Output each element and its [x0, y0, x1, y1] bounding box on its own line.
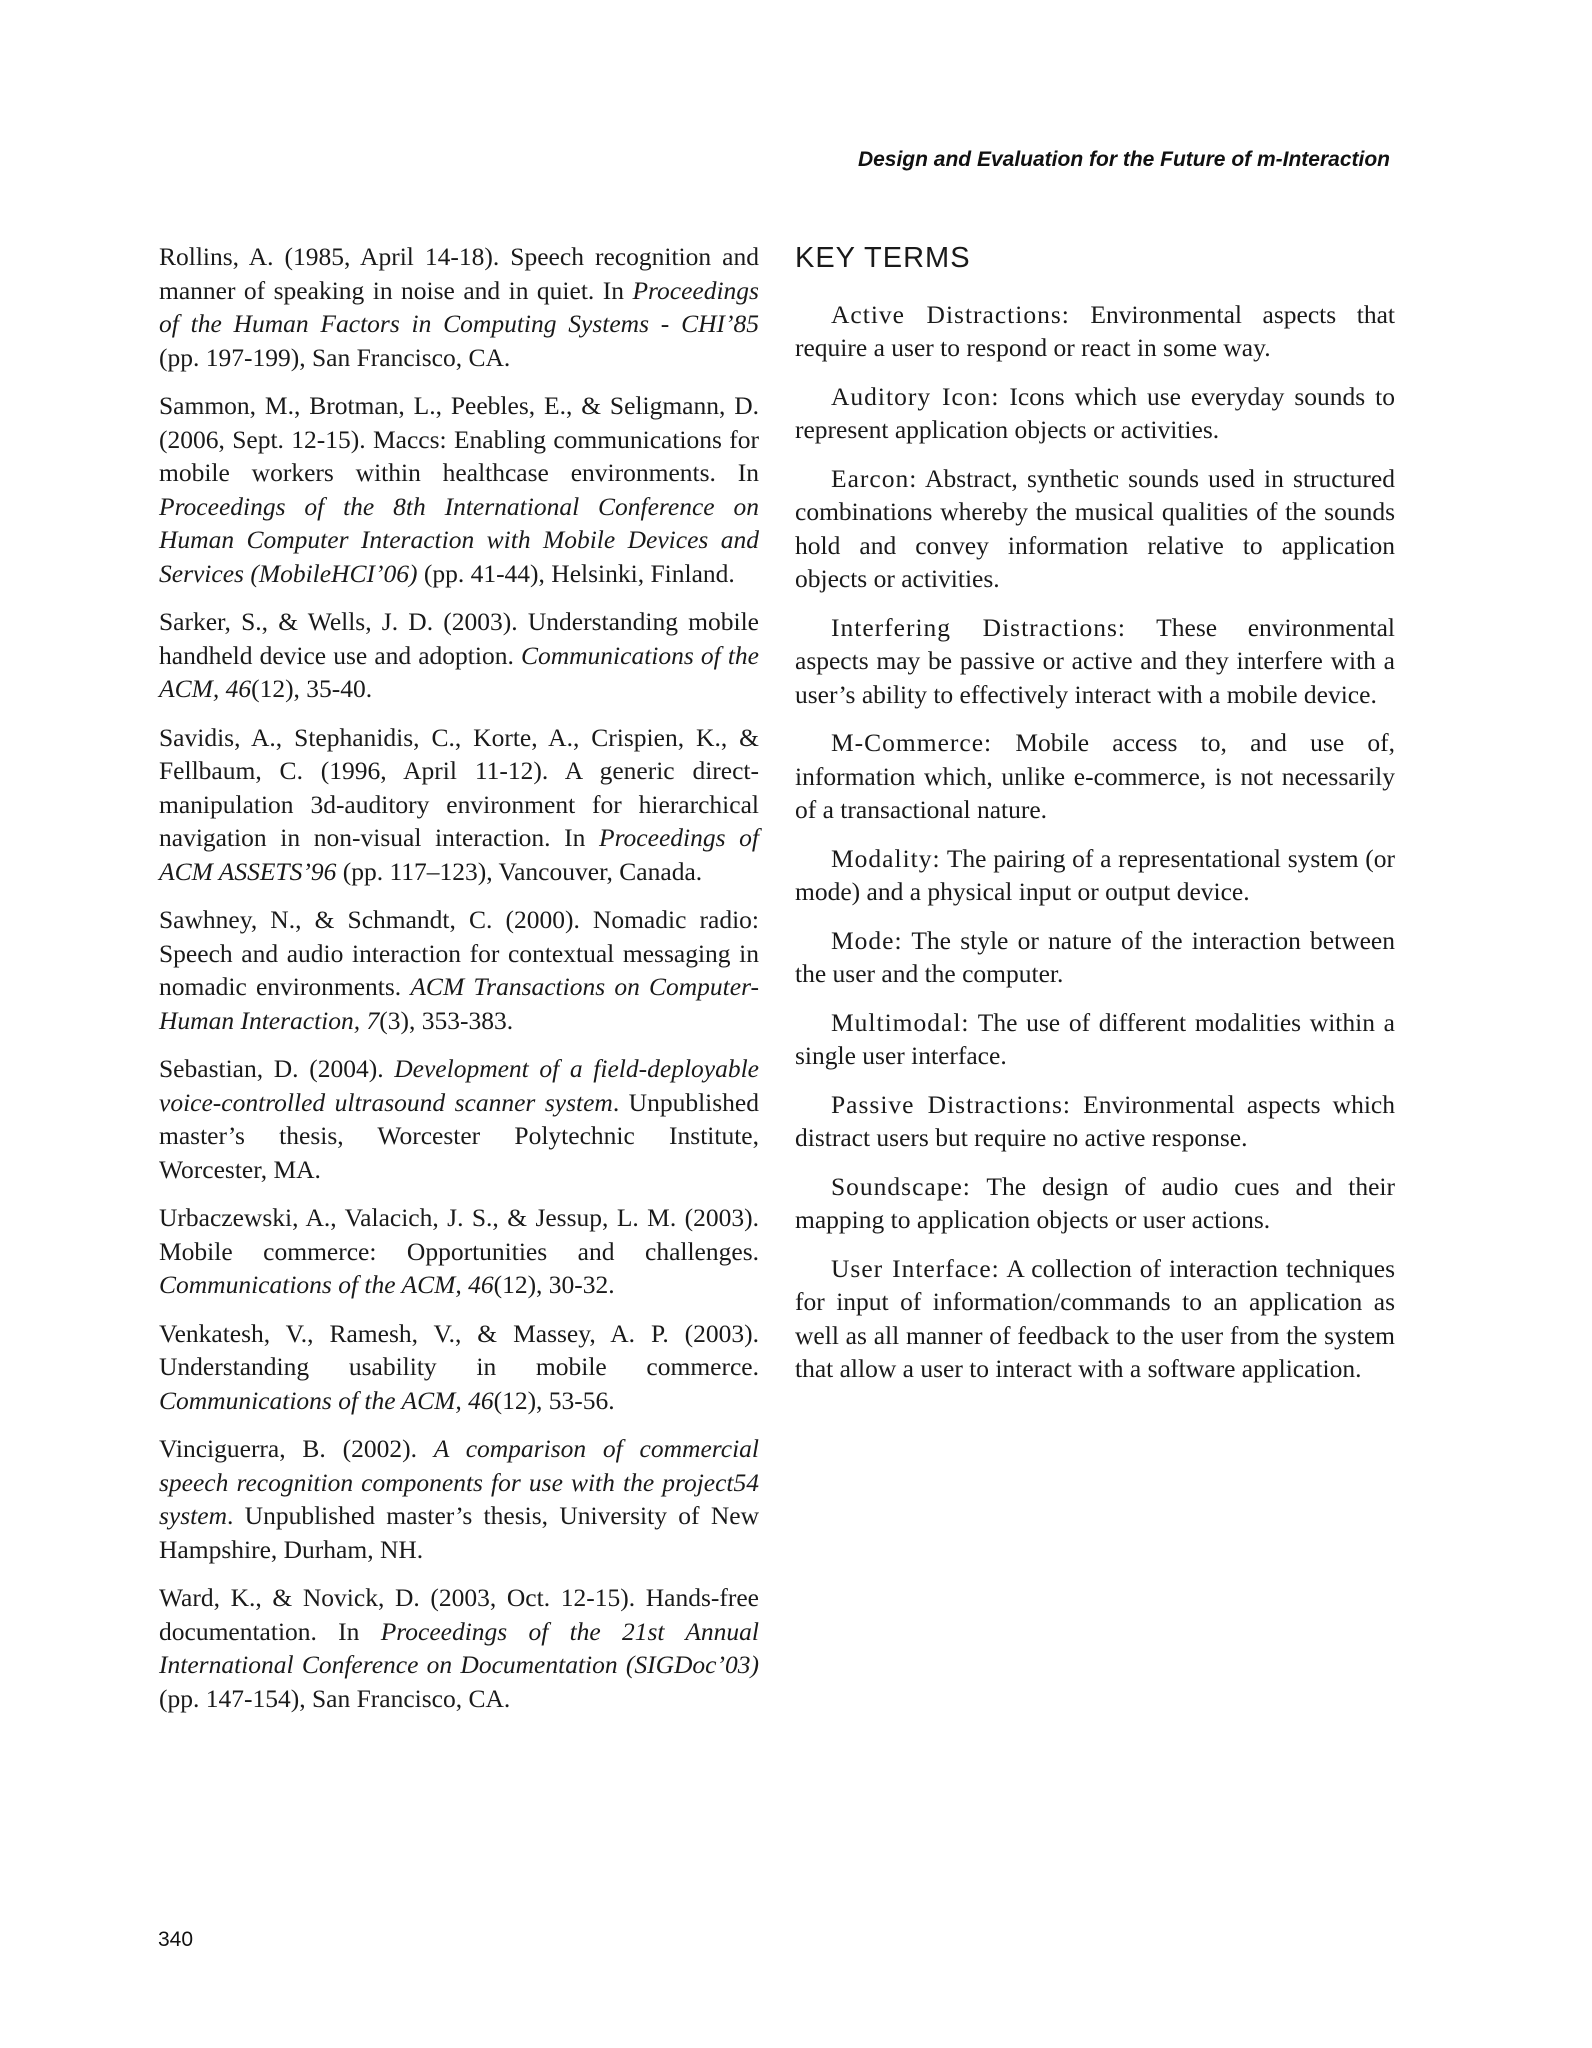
term-definition: The style or nature of the interaction between the user and the computer. — [795, 925, 1395, 988]
term-definition: Environmental aspects which distract users but require no active response. — [795, 1089, 1395, 1152]
term-name: Auditory Icon: — [831, 381, 1000, 411]
term-name: M-Commerce: — [831, 728, 993, 757]
reference-entry: Sammon, M., Brotman, L., Peebles, E., & Seligmann, D. (2006, Sept. 12-15). Maccs: Enabling communications for mobile workers within healthcase environments. In Proceedings of the 8th International Conference on Human Computer Interaction with Mobile Devices and Services (MobileHCI’06) (pp. 41-44), Helsinki, Finland. — [159, 391, 759, 588]
term-name: Multimodal: — [831, 1007, 970, 1037]
reference-entry: Rollins, A. (1985, April 14-18). Speech recognition and manner of speaking in noise and in quiet. In Proceedings of the Human Factors in Computing Systems - CHI’85 (pp. 197-199), San Francisco, CA. — [159, 242, 759, 372]
term-name: User Interface: — [831, 1253, 1000, 1283]
term-definition: Mobile access to, and use of, information which, unlike e-commerce, is not necessarily of a transactional nature. — [795, 728, 1395, 824]
reference-entry: Urbaczewski, A., Valacich, J. S., & Jessup, L. M. (2003). Mobile commerce: Opportunities and challenges. Communications of the ACM, 46(12), 30-32. — [159, 1203, 759, 1299]
running-header: Design and Evaluation for the Future of m-Interaction — [857, 148, 1390, 171]
term-name: Earcon: — [831, 463, 918, 493]
key-term-entry — [795, 611, 1395, 712]
key-term-entry — [795, 1252, 1395, 1386]
key-term-entry — [795, 1006, 1395, 1073]
term-definition: These environmental aspects may be passive or active and they interfere with a user’s ability to effectively interact with a mobile device. — [795, 612, 1395, 709]
term-name: Mode: — [831, 925, 903, 955]
term-name: Active Distractions: — [831, 299, 1070, 329]
key-term-entry — [795, 1170, 1395, 1237]
reference-entry: Vinciguerra, B. (2002). A comparison of commercial speech recognition components for use with the project54 system. Unpublished master’s thesis, University of New Hampshire, Durham, NH. — [159, 1434, 759, 1564]
key-term-entry — [795, 842, 1395, 909]
term-definition: Environmental aspects that require a user to respond or react in some way. — [795, 299, 1395, 362]
term-name: Modality: — [831, 843, 941, 873]
key-term-entry — [795, 726, 1395, 827]
key-term-entry — [795, 298, 1395, 365]
term-name: Soundscape: — [831, 1171, 971, 1201]
key-term-entry — [795, 380, 1395, 447]
term-name: Interfering Distractions: — [831, 612, 1126, 642]
term-definition: The pairing of a representational system (or mode) and a physical input or output device. — [795, 843, 1395, 906]
key-term-entry — [795, 462, 1395, 596]
term-definition: The design of audio cues and their mapping to application objects or user actions. — [795, 1171, 1395, 1234]
key-terms-column — [795, 240, 1395, 1401]
term-definition: The use of different modalities within a single user interface. — [795, 1007, 1395, 1070]
reference-entry: Ward, K., & Novick, D. (2003, Oct. 12-15). Hands-free documentation. In Proceedings of the 21st Annual International Conference on Documentation (SIGDoc’03) (pp. 147-154), San Francisco, CA. — [159, 1583, 759, 1713]
key-term-entry — [795, 924, 1395, 991]
key-term-entry — [795, 1088, 1395, 1155]
reference-entry: Venkatesh, V., Ramesh, V., & Massey, A. P. (2003). Understanding usability in mobile commerce. Communications of the ACM, 46(12), 53-56. — [159, 1318, 759, 1415]
term-definition: A collection of interaction techniques for input of information/commands to an application as well as all manner of feedback to the user from the system that allow a user to interact with a software application. — [795, 1253, 1396, 1383]
reference-entry: Sarker, S., & Wells, J. D. (2003). Understanding mobile handheld device use and adoption. Communications of the ACM, 46(12), 35-40. — [159, 607, 760, 703]
reference-entry: Sawhney, N., & Schmandt, C. (2000). Nomadic radio: Speech and audio interaction for contextual messaging in nomadic environments. ACM Transactions on Computer-Human Interaction, 7(3), 353-383. — [159, 905, 759, 1035]
term-definition: Abstract, synthetic sounds used in structured combinations whereby the musical qualities of the sounds hold and convey information relative to application objects or activities. — [795, 463, 1395, 593]
reference-entry: Sebastian, D. (2004). Development of a field-deployable voice-controlled ultrasound scanner system. Unpublished master’s thesis, Worcester Polytechnic Institute, Worcester, MA. — [159, 1054, 759, 1184]
term-definition: Icons which use everyday sounds to represent application objects or activities. — [795, 381, 1395, 444]
key-terms-heading: KEY TERMS — [795, 242, 971, 274]
reference-entry: Savidis, A., Stephanidis, C., Korte, A., Crispien, K., & Fellbaum, C. (1996, April 11-12). A generic direct-manipulation 3d-auditory environment for hierarchical navigation in non-visual interaction. In Proceedings of ACM ASSETS’96 (pp. 117–123), Vancouver, Canada. — [159, 722, 759, 886]
term-name: Passive Distractions: — [831, 1089, 1071, 1119]
page-number: 340 — [158, 1928, 194, 1951]
references-column — [159, 240, 759, 1730]
